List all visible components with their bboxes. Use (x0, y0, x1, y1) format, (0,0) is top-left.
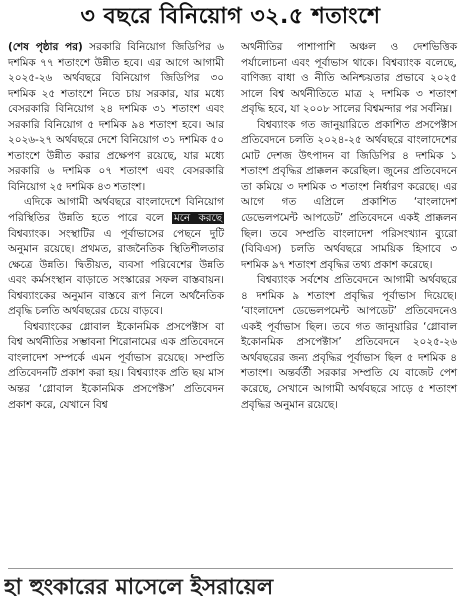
section-divider (8, 568, 453, 569)
paragraph-2-text-a: এদিকে আগামী অর্থবছরে বাংলাদেশে বিনিয়োগ পরিস্থিতির উন্নতি হতে পারে বলে (8, 196, 224, 225)
article-headline: ৩ বছরে বিনিয়োগ ৩২.৫ শতাংশে (80, 4, 381, 29)
paragraph-3: বিশ্বব্যাংকের গ্লোবাল ইকোনমিক প্রসপেক্টাস বা বিশ্ব অর্থনীতির সম্ভাবনা শিরোনামের এক প্রতিবেদনে বাংলাদেশ সম্পর্কে এমন পূর্বাভাস রয়েছে। সম্প্রতি প্রতিবেদনটি প্রকাশ করা হয়। বিশ্বব্যাংক প্রতি ছয় মাস অন্তর ‘গ্লোবাল ইকোনমিক প্রসপেক্টস’ প্রতিবেদন প্রকাশ করে, যেখানে বিশ্ব (8, 320, 224, 411)
paragraph-1-text: সরকারি বিনিয়োগ জিডিপির ৬ দশমিক ৭৭ শতাংশে উন্নীত হবে। এর আগে আগামী ২০২৫-২৬ অর্থবছরে বিনিয়োগ জিডিপির ৩০ দশমিক ২৫ শতাংশে নিতে চায় সরকার, যার মধ্যে বেসরকারি বিনিয়োগ ২৪ দশমিক ৩১ শতাংশ এবং সরকারি বিনিয়োগ ৫ দশমিক ৯৪ শতাংশ হবে। আর ২০২৬-২৭ অর্থবছরে দেশে বিনিয়োগ ৩১ দশমিক ৫০ শতাংশে উন্নীত করার প্রক্ষেপণ রয়েছে, যার মধ্যে সরকারি ৬ দশমিক ০৭ শতাংশ এবং বেসরকারি বিনিয়োগ ২৫ দশমিক ৪৩ শতাংশ। (8, 41, 224, 193)
paragraph-6: বিশ্বব্যাংক সর্বশেষ প্রতিবেদনে আগামী অর্থবছরে ৪ দশমিক ৯ শতাংশ প্রবৃদ্ধির পূর্বাভাস দিয়েছে। ‘বাংলাদেশ ডেভেলপমেন্ট আপডেট’ প্রতিবেদনেও একই পূর্বাভাস ছিল। তবে গত জানুয়ারির ‘গ্লোবাল ইকোনমিক প্রসপেক্টাস’ প্রতিবেদনে ২০২৫-২৬ অর্থবছরের জন্য প্রবৃদ্ধির পূর্বাভাস ছিল ৫ দশমিক ৪ শতাংশ। অন্তর্বর্তী সরকার সম্প্রতি যে বাজেট পেশ করেছে, সেখানে আগামী অর্থবছরে সাড়ে ৫ শতাংশ প্রবৃদ্ধির অনুমান রয়েছে। (241, 274, 457, 411)
paragraph-4: অর্থনীতির পাশাপাশি অঞ্চল ও দেশভিত্তিক পর্যালোচনা এবং পূর্বাভাস থাকে। বিশ্বব্যাংক বলেছে, বাণিজ্য বাধা ও নীতি অনিশ্চয়তার প্রভাবে ২০২৫ সালে বিশ্ব অর্থনীতিতে মাত্র ২ দশমিক ৩ শতাংশ প্রবৃদ্ধি হবে, যা ২০০৮ সালের বিশ্বমন্দার পর সর্বনিম্ন। (241, 41, 457, 116)
right-column (241, 40, 457, 413)
next-article-headline: হা হুংকারের মাসেলে ইসরায়েল (4, 575, 274, 596)
left-column (8, 40, 224, 413)
paragraph-2 (8, 195, 224, 319)
paragraph-2-text-b: বিশ্বব্যাংক। সংস্থাটির এ পূর্বাভাসের পেছনে দুটি অনুমান রয়েছে। প্রথমত, রাজনৈতিক স্থিতিশীলতার ক্ষেত্রে উন্নতি। দ্বিতীয়ত, ব্যবসা পরিবেশের উন্নতি এবং কর্মসংস্থান বাড়াতে সংস্কারের সফল বাস্তবায়ন। বিশ্বব্যাংকের অনুমান বাস্তবে রূপ নিলে অর্থনৈতিক প্রবৃদ্ধি চলতি অর্থবছরের চেয়ে বাড়বে। (8, 227, 224, 318)
continued-reference: (শেষ পৃষ্ঠার পর) (8, 41, 83, 53)
paragraph-5: বিশ্বব্যাংক গত জানুয়ারিতে প্রকাশিত প্রসপেক্টাস প্রতিবেদনে চলতি ২০২৪-২৫ অর্থবছরে বাংলাদেশের মোট দেশজ উৎপাদন বা জিডিপির ৪ দশমিক ১ শতাংশ প্রবৃদ্ধির প্রাক্কলন করেছিল। জুনের প্রতিবেদনে তা কমিয়ে ৩ দশমিক ৩ শতাংশ নির্ধারণ করেছে। এর আগে গত এপ্রিলে প্রকাশিত ‘বাংলাদেশ ডেভেলপমেন্ট আপডেট’ প্রতিবেদনে একই প্রাক্কলন ছিল। তবে সম্প্রতি বাংলাদেশ পরিসংখ্যান ব্যুরো (বিবিএস) চলতি অর্থবছরে সাময়িক হিসাবে ৩ দশমিক ৯৭ শতাংশ প্রবৃদ্ধির তথ্য প্রকাশ করেছে। (241, 118, 457, 271)
highlighted-phrase: মনে করছে (173, 212, 222, 225)
paragraph-1 (8, 40, 224, 195)
